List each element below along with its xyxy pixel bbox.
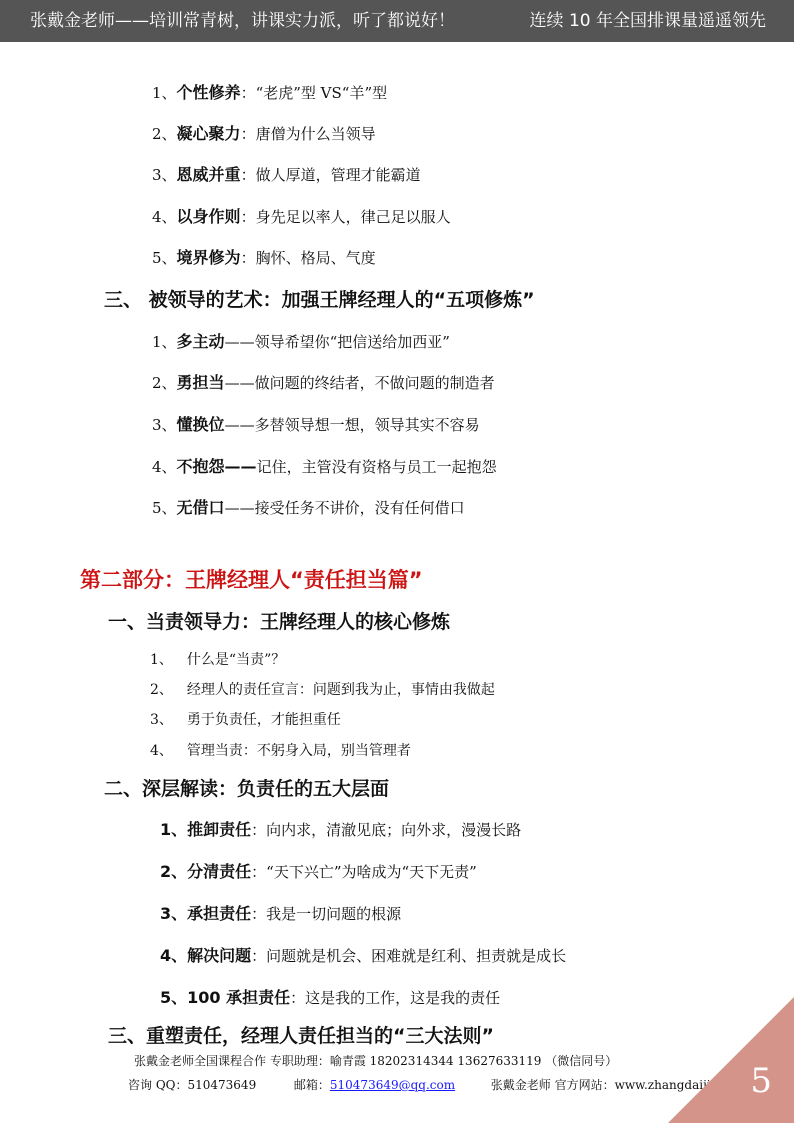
- banner-tagline: 连续 10 年全国排课量遥遥领先: [529, 11, 766, 31]
- list-item: 2、勇担当——做问题的终结者，不做问题的制造者: [152, 373, 495, 392]
- list-item: 4、解决问题：问题就是机会、困难就是红利、担责就是成长: [160, 946, 567, 965]
- list-item: 1、多主动——领导希望你“把信送给加西亚”: [152, 332, 450, 351]
- section-heading: 一、当责领导力：王牌经理人的核心修炼: [108, 611, 451, 633]
- header-banner: [0, 0, 794, 42]
- list-item: 1、 什么是“当责”？: [150, 652, 286, 668]
- list-item: 4、以身作则：身先足以率人，律己足以服人: [152, 207, 451, 226]
- list-item: 3、 勇于负责任，才能担重任: [150, 712, 341, 728]
- list-item: 2、凝心聚力：唐僧为什么当领导: [152, 124, 376, 143]
- email-link[interactable]: 510473649@qq.com: [329, 1078, 456, 1092]
- section-heading: 三、重塑责任，经理人责任担当的“三大法则”: [108, 1025, 494, 1047]
- part-title: 第二部分：王牌经理人“责任担当篇”: [80, 568, 423, 592]
- section-heading: 二、深层解读：负责任的五大层面: [104, 778, 390, 800]
- footer-info: [128, 1077, 748, 1093]
- section-heading: 三、 被领导的艺术：加强王牌经理人的“五项修炼”: [104, 289, 535, 311]
- page-number: 5: [750, 1061, 772, 1101]
- list-item: 3、懂换位——多替领导想一想，领导其实不容易: [152, 415, 480, 434]
- list-item: 4、不抱怨——记住，主管没有资格与员工一起抱怨: [152, 457, 497, 476]
- page-corner: [668, 997, 794, 1123]
- list-item: 5、境界修为：胸怀、格局、气度: [152, 248, 376, 267]
- list-item: 2、分清责任：“天下兴亡”为啥成为“天下无责”: [160, 862, 477, 881]
- list-item: 1、推卸责任：向内求，清澈见底；向外求，漫漫长路: [160, 820, 522, 839]
- list-item: 4、 管理当责：不躬身入局，别当管理者: [150, 743, 411, 759]
- footer-site: 张戴金老师 官方网站：www.zhangdaijin.com: [490, 1078, 748, 1092]
- list-item: 5、无借口——接受任务不讲价，没有任何借口: [152, 498, 465, 517]
- list-item: 2、 经理人的责任宣言：问题到我为止，事情由我做起: [150, 682, 495, 698]
- list-item: 5、100 承担责任：这是我的工作，这是我的责任: [160, 988, 501, 1007]
- list-item: 3、恩威并重：做人厚道，管理才能霸道: [152, 165, 421, 184]
- footer-contact: 张戴金老师全国课程合作 专职助理：喻青霞 18202314344 13627633119 （微信同号）: [134, 1054, 618, 1068]
- footer-email-label: 邮箱：: [293, 1078, 330, 1092]
- list-item: 1、个性修养：“老虎”型 VS“羊”型: [152, 83, 388, 102]
- footer-qq: 咨询 QQ：510473649: [128, 1078, 257, 1092]
- list-item: 3、承担责任：我是一切问题的根源: [160, 904, 402, 923]
- banner-slogan: 张戴金老师——培训常青树，讲课实力派，听了都说好！: [30, 11, 455, 31]
